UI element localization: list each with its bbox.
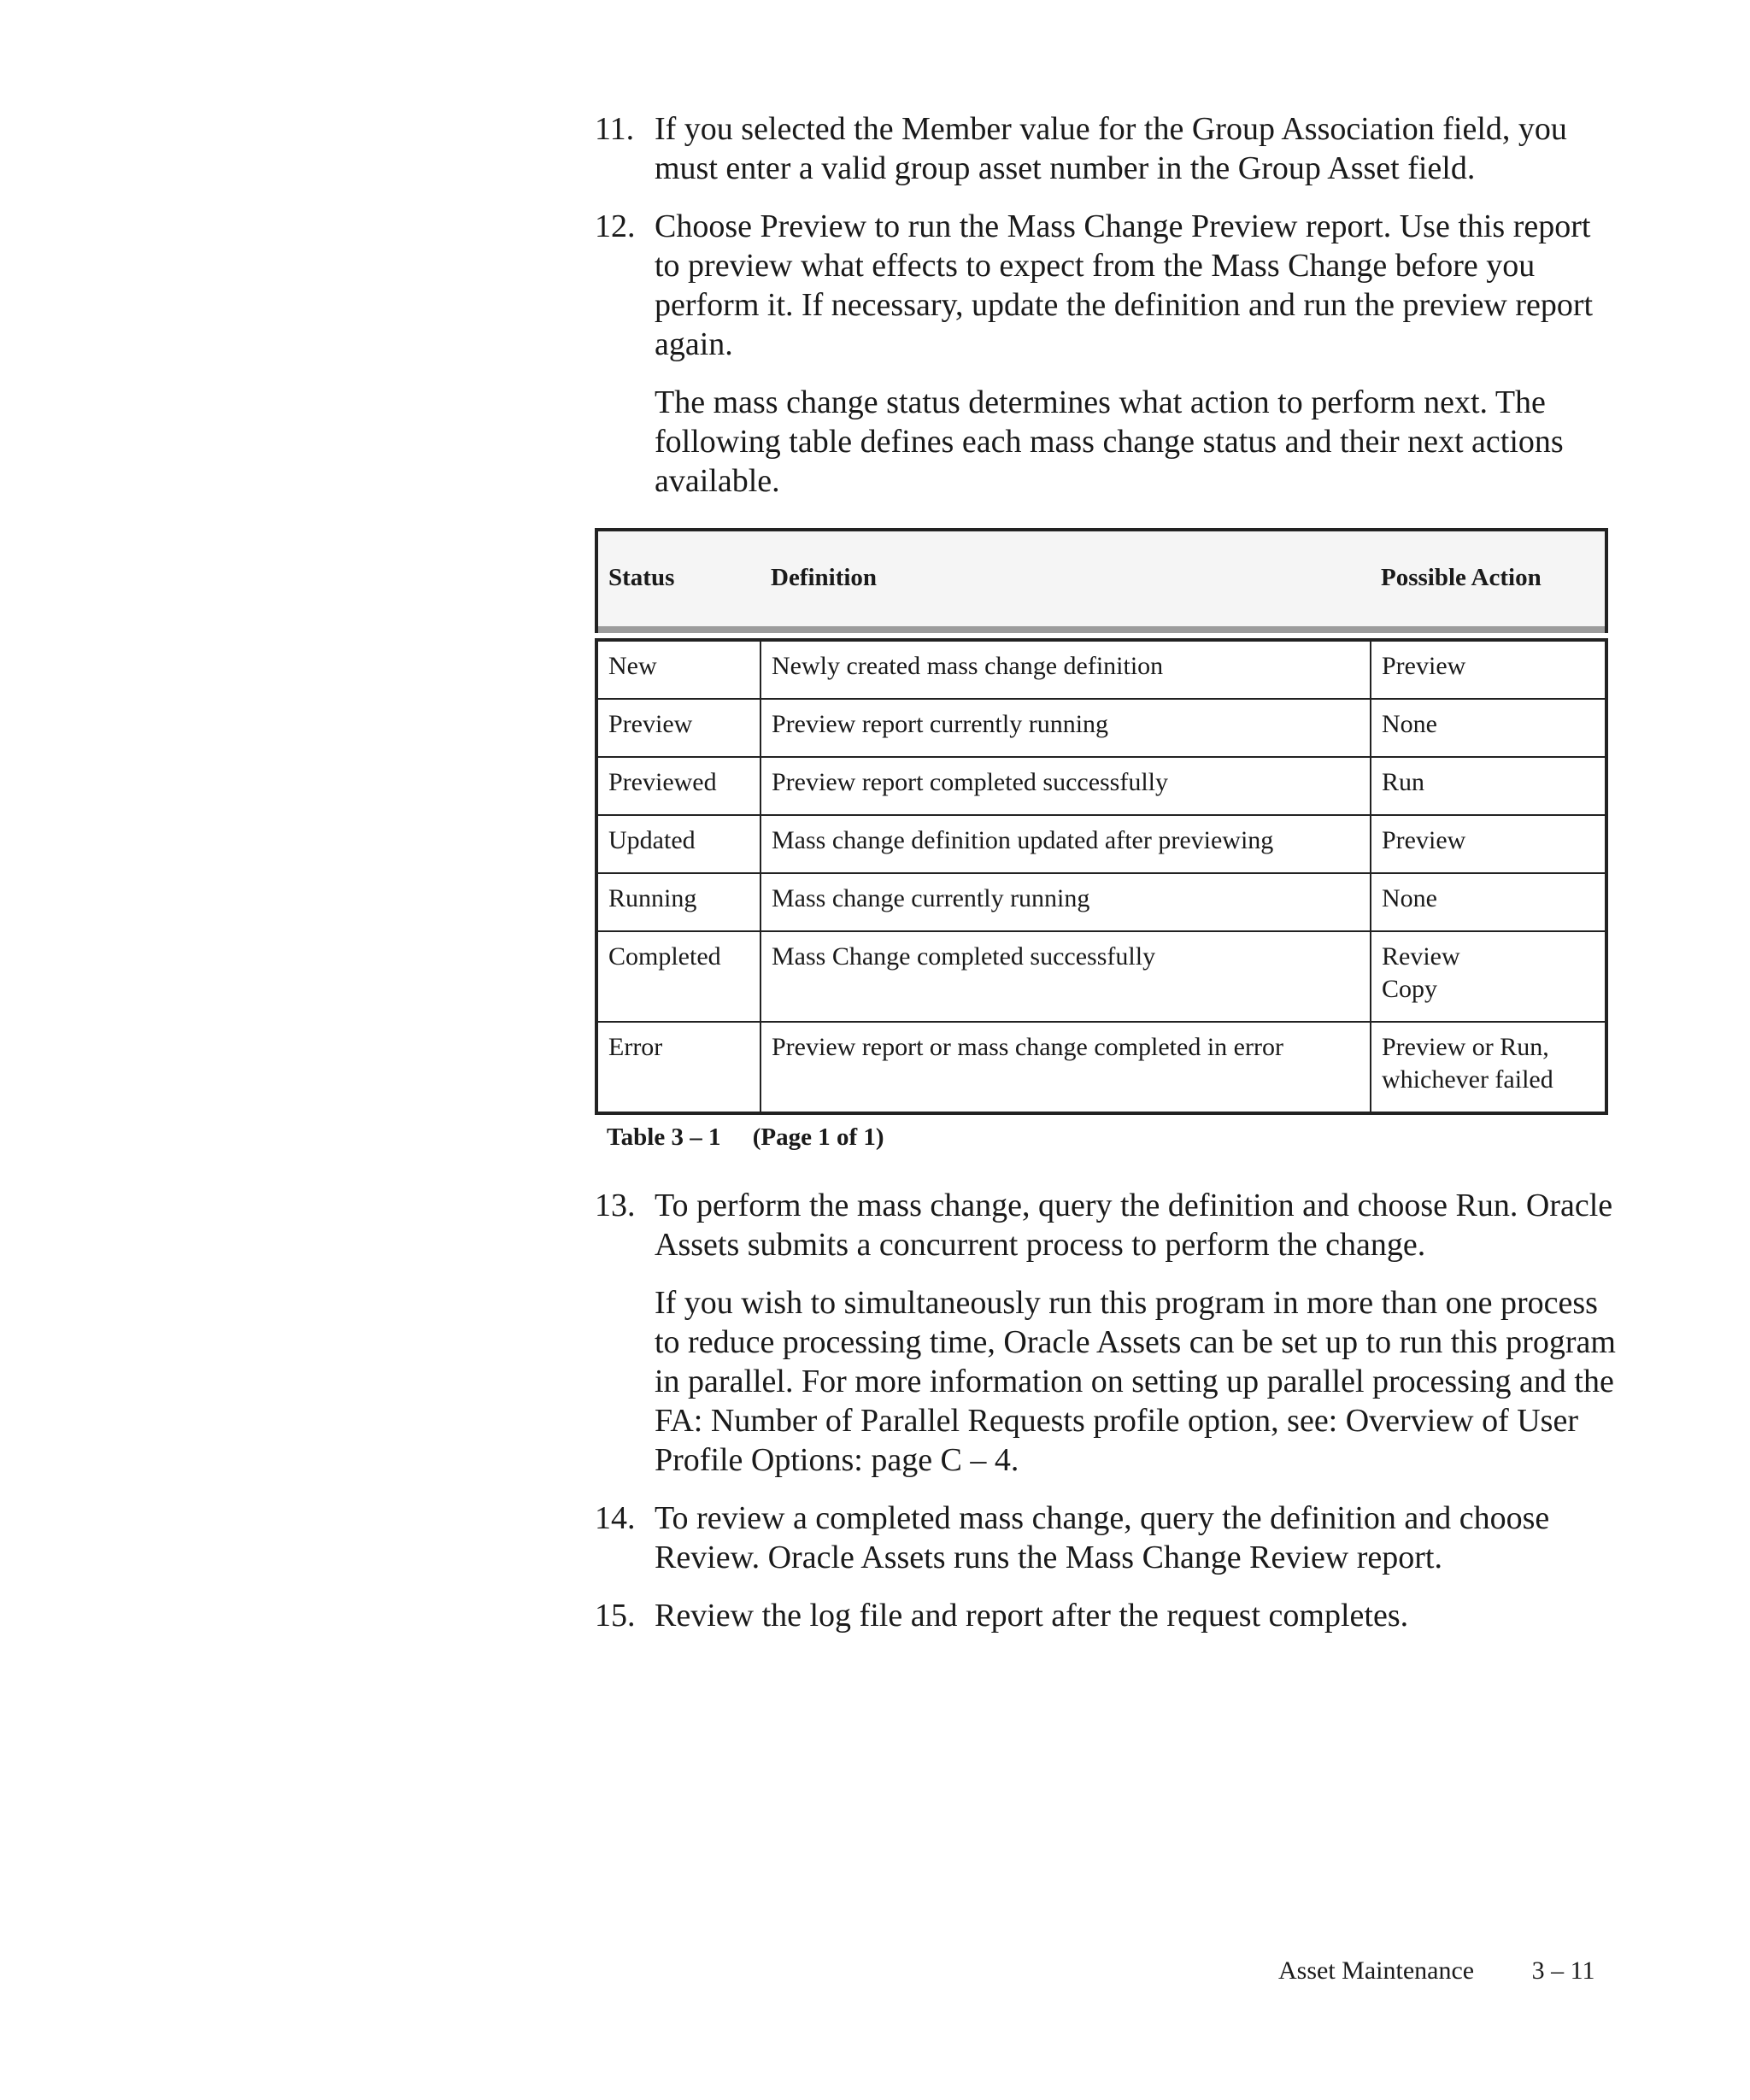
cell-definition: Newly created mass change definition xyxy=(760,640,1371,699)
page-footer xyxy=(1278,1956,1594,1986)
table-row xyxy=(596,815,1606,873)
header-gap xyxy=(596,633,1606,640)
table-row xyxy=(596,640,1606,699)
header-possible-action: Possible Action xyxy=(1371,530,1606,626)
status-table-wrapper xyxy=(595,528,1608,1152)
step-13-followup: If you wish to simultaneously run this program in more than one process to reduce processing time, Oracle Assets can be set up to run this program in parallel. For more information on setting up parallel processing and the FA: Number of Parallel Requests profile option, see: Overview of User Profile Options: page C – 4. xyxy=(655,1285,1616,1478)
step-number: 13. xyxy=(595,1188,636,1223)
header-status: Status xyxy=(596,530,760,626)
step-12 xyxy=(595,207,1620,364)
cell-action: None xyxy=(1371,873,1606,931)
table-row xyxy=(596,1022,1606,1113)
step-15 xyxy=(595,1596,1620,1635)
step-11 xyxy=(595,109,1620,188)
step-text: If you selected the Member value for the Group Association field, you must enter a valid group asset number in the Group Asset field. xyxy=(655,111,1567,186)
cell-status: Error xyxy=(596,1022,760,1113)
table-header-row xyxy=(596,530,1606,626)
caption-label: Table 3 – 1 xyxy=(607,1123,721,1151)
cell-action: Preview or Run, whichever failed xyxy=(1371,1022,1606,1113)
step-14 xyxy=(595,1499,1620,1577)
table-caption xyxy=(595,1123,1608,1152)
cell-definition: Mass change currently running xyxy=(760,873,1371,931)
document-body xyxy=(595,109,1620,1654)
cell-action: Preview xyxy=(1371,815,1606,873)
table-row xyxy=(596,873,1606,931)
cell-action: None xyxy=(1371,699,1606,757)
footer-section: Asset Maintenance xyxy=(1278,1956,1475,1985)
caption-page: (Page 1 of 1) xyxy=(752,1123,884,1151)
mass-change-status-table xyxy=(595,528,1608,1115)
step-number: 12. xyxy=(595,208,636,244)
cell-definition: Mass change definition updated after previewing xyxy=(760,815,1371,873)
cell-definition: Preview report or mass change completed in error xyxy=(760,1022,1371,1113)
step-text: To perform the mass change, query the definition and choose Run. Oracle Assets submits a concurrent process to perform the change. xyxy=(655,1188,1613,1263)
cell-definition: Preview report currently running xyxy=(760,699,1371,757)
cell-status: New xyxy=(596,640,760,699)
step-number: 11. xyxy=(595,111,635,147)
cell-definition: Preview report completed successfully xyxy=(760,757,1371,815)
cell-status: Running xyxy=(596,873,760,931)
table-body xyxy=(596,640,1606,1113)
table-row xyxy=(596,931,1606,1022)
step-12-followup: The mass change status determines what action to perform next. The following table defines each mass change status and their next actions available. xyxy=(655,384,1564,499)
step-13 xyxy=(595,1186,1620,1264)
cell-status: Updated xyxy=(596,815,760,873)
cell-status: Previewed xyxy=(596,757,760,815)
step-number: 14. xyxy=(595,1500,636,1536)
cell-status: Preview xyxy=(596,699,760,757)
header-definition: Definition xyxy=(760,530,1371,626)
footer-page-number: 3 – 11 xyxy=(1531,1956,1595,1985)
step-text: To review a completed mass change, query the definition and choose Review. Oracle Assets runs the Mass Change Review report. xyxy=(655,1500,1550,1575)
table-row xyxy=(596,757,1606,815)
header-separator xyxy=(596,626,1606,633)
cell-definition: Mass Change completed successfully xyxy=(760,931,1371,1022)
table-row xyxy=(596,699,1606,757)
cell-status: Completed xyxy=(596,931,760,1022)
step-number: 15. xyxy=(595,1598,636,1634)
cell-action: Review Copy xyxy=(1371,931,1606,1022)
cell-action: Preview xyxy=(1371,640,1606,699)
step-text: Choose Preview to run the Mass Change Preview report. Use this report to preview what effects to expect from the Mass Change before you perform it. If necessary, update the definition and run the preview report again. xyxy=(655,208,1594,362)
cell-action: Run xyxy=(1371,757,1606,815)
step-text: Review the log file and report after the request completes. xyxy=(655,1598,1409,1634)
